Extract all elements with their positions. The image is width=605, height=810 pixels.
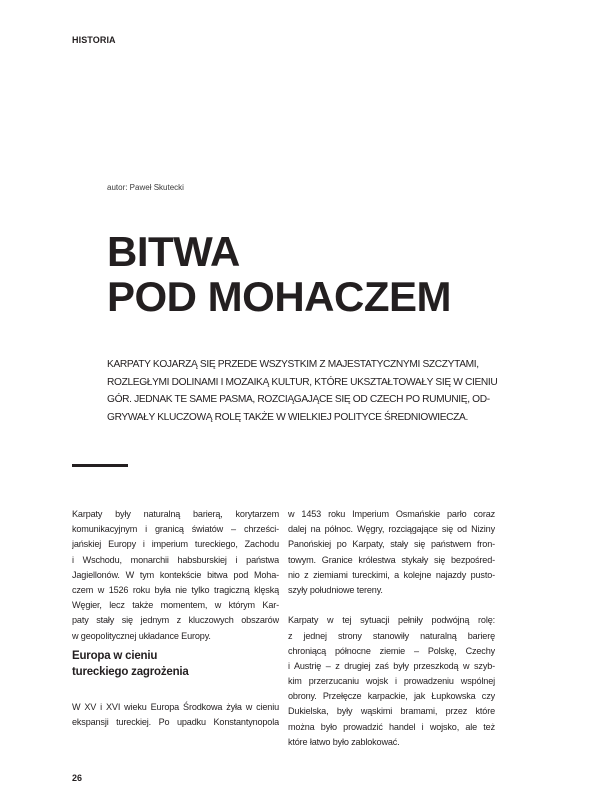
lead-line: ROZLEGŁYMI DOLINAMI I MOZAIKĄ KULTUR, KTÓRE UKSZTAŁTOWAŁY SIĘ W CIENIU [107,376,498,388]
text-line: Karpaty były naturalną barierą, korytarzem [72,509,279,519]
lead-line: KARPATY KOJARZĄ SIĘ PRZEDE WSZYSTKIM Z MAJESTATYCZNYMI SZCZYTAMI, [107,359,479,370]
paragraph-gap [288,598,495,613]
text-line: kim przerzucaniu wojsk i prowadzeniu wspólnej [288,676,495,687]
text-line: i Austrię – z drugiej zaś były przeszkodą w szyb- [288,660,495,671]
text-line: w geopolitycznej układance Europy. [72,630,211,641]
text-line: komunikacyjnym i granicą światów – chrześci- [72,524,279,535]
left-column-paragraph-2 [72,700,279,730]
text-line: Jagiellonów. W tym kontekście bitwa pod Moha- [72,569,279,580]
text-line: chroniącą północne ziemie – Polskę, Czechy [288,645,495,656]
text-line: obrony. Przełęcze karpackie, jak Łupkowska czy [288,691,495,702]
text-line: szyły południowe tereny. [288,584,383,595]
text-line: Dukielska, były wąskimi bramami, przez które [288,706,495,717]
lead-line: GÓR. JEDNAK TE SAME PASMA, ROZCIĄGAJĄCE SIĘ OD CZECH PO RUMUNIĘ, OD- [107,394,490,406]
text-line: dalej na północ. Węgry, rozciągające się od Niziny [288,524,495,535]
subheading-line: tureckiego zagrożenia [72,666,189,678]
text-line: Karpaty w tej sytuacji pełniły podwójną rolę: [288,615,495,626]
subheading-line: Europa w cieniu [72,650,158,662]
author-byline: autor: Paweł Skutecki [107,183,184,192]
text-line: paty stały się jednym z kluczowych obszarów [72,615,279,626]
right-column [288,507,495,750]
text-line: Panońskiej po Karpaty, stały się państwem fron- [288,539,495,550]
divider-rule [72,464,128,467]
section-subheading [72,648,189,680]
text-line: towym. Granice królestwa stykały się bezpośred- [288,554,495,565]
text-line: które łatwo było zablokować. [288,736,400,747]
text-line: można było prowadzić handel i wojsko, ale też [288,721,495,732]
title-line: POD MOHACZEM [107,273,451,320]
article-lead [107,356,498,426]
text-line: Węgier, lecz także momentem, w którym Kar- [72,600,279,611]
lead-line: GRYWAŁY KLUCZOWĄ ROLĘ TAKŻE W WIELKIEJ POLITYCE ŚREDNIOWIECZA. [107,411,468,423]
text-line: czem w 1526 roku była nie tylko tragiczną klęską [72,584,279,595]
text-line: w 1453 roku Imperium Osmańskie parło coraz [288,509,495,519]
page-number: 26 [72,773,83,783]
text-line: nio z ziemiami tureckimi, a kolejne najazdy pusto- [288,569,495,580]
article-title [107,229,451,319]
text-line: W XV i XVI wieku Europa Środkowa żyła w cieniu [72,702,279,712]
title-line: BITWA [107,228,240,275]
text-line: ekspansji tureckiej. Po upadku Konstantynopola [72,717,279,728]
text-line: jańskiej Europy i imperium tureckiego, Zachodu [72,539,279,550]
section-label: HISTORIA [72,35,116,45]
text-line: z jednej strony stanowiły naturalną barierę [288,630,495,641]
text-line: i Wschodu, monarchii habsburskiej i państwa [72,554,279,565]
left-column-paragraph-1 [72,507,279,644]
